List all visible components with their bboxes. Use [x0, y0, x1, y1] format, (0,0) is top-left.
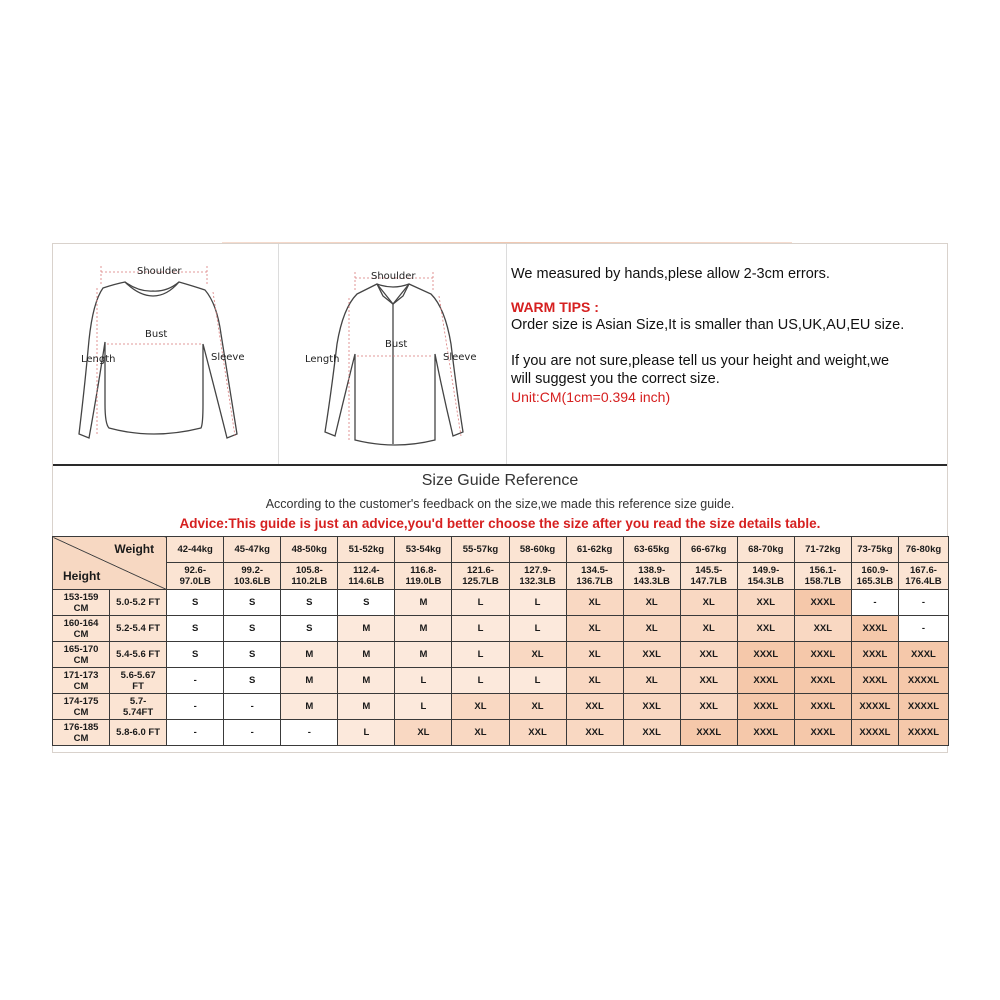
tshirt-bust-label: Bust — [145, 329, 168, 340]
weight-kg-cell: 66-67kg — [680, 537, 737, 563]
tshirt-length-label: Length — [81, 354, 116, 365]
size-cell: XXXL — [794, 720, 851, 746]
weight-lb-cell: 99.2- 103.6LB — [224, 563, 281, 590]
height-cm-cell: 174-175 CM — [53, 694, 110, 720]
size-cell: M — [338, 668, 395, 694]
weight-lb-cell: 134.5- 136.7LB — [566, 563, 623, 590]
size-cell: XXXL — [737, 668, 794, 694]
weight-kg-cell: 71-72kg — [794, 537, 851, 563]
size-cell: XXL — [623, 720, 680, 746]
weight-lb-cell: 105.8- 110.2LB — [281, 563, 338, 590]
tips-text — [511, 266, 947, 405]
shirt-bust-label: Bust — [385, 339, 408, 350]
size-cell: M — [338, 642, 395, 668]
tshirt-diagram — [53, 244, 279, 464]
size-cell: XXXL — [794, 590, 851, 616]
size-cell: XL — [680, 616, 737, 642]
height-cm-cell: 153-159 CM — [53, 590, 110, 616]
weight-kg-cell: 42-44kg — [167, 537, 224, 563]
suggest-note-line2: will suggest you the correct size. — [511, 371, 720, 387]
shirt-shoulder-label: Shoulder — [371, 271, 416, 282]
weight-kg-cell: 45-47kg — [224, 537, 281, 563]
size-cell: S — [167, 590, 224, 616]
table-row — [53, 590, 949, 616]
size-cell: L — [509, 590, 566, 616]
size-cell: XXL — [680, 668, 737, 694]
size-cell: S — [167, 642, 224, 668]
size-cell: XL — [623, 590, 680, 616]
size-cell: - — [167, 694, 224, 720]
size-guide-section — [53, 464, 947, 752]
table-row — [53, 642, 949, 668]
unit-note: Unit:CM(1cm=0.394 inch) — [511, 389, 671, 405]
size-cell: L — [452, 616, 509, 642]
size-cell: XL — [566, 590, 623, 616]
size-cell: L — [452, 642, 509, 668]
weight-kg-cell: 51-52kg — [338, 537, 395, 563]
height-ft-cell: 5.8-6.0 FT — [110, 720, 167, 746]
table-corner-cell — [53, 537, 167, 590]
weight-kg-cell: 58-60kg — [509, 537, 566, 563]
asian-size-note: Order size is Asian Size,It is smaller than US,UK,AU,EU size. — [511, 317, 905, 333]
suggest-note-line1: If you are not sure,please tell us your height and weight,we — [511, 353, 890, 369]
weight-lb-cell: 145.5- 147.7LB — [680, 563, 737, 590]
measure-note: We measured by hands,plese allow 2-3cm errors. — [511, 266, 830, 282]
size-cell: XL — [509, 642, 566, 668]
size-cell: S — [224, 616, 281, 642]
height-ft-cell: 5.0-5.2 FT — [110, 590, 167, 616]
size-cell: XXL — [623, 694, 680, 720]
size-cell: S — [281, 590, 338, 616]
size-cell: XXXL — [737, 642, 794, 668]
size-cell: XXXXL — [898, 668, 948, 694]
weight-kg-cell: 53-54kg — [395, 537, 452, 563]
tshirt-sleeve-label: Sleeve — [211, 352, 245, 363]
size-cell: M — [338, 616, 395, 642]
weight-kg-cell: 68-70kg — [737, 537, 794, 563]
size-cell: XXXL — [851, 642, 898, 668]
size-cell: XXL — [509, 720, 566, 746]
weight-lb-cell: 116.8- 119.0LB — [395, 563, 452, 590]
size-cell: S — [167, 616, 224, 642]
weight-lb-cell: 160.9- 165.3LB — [851, 563, 898, 590]
table-row — [53, 616, 949, 642]
size-cell: L — [395, 694, 452, 720]
size-cell: - — [224, 720, 281, 746]
size-cell: M — [338, 694, 395, 720]
weight-kg-cell: 63-65kg — [623, 537, 680, 563]
size-cell: - — [281, 720, 338, 746]
height-ft-cell: 5.4-5.6 FT — [110, 642, 167, 668]
size-cell: L — [452, 668, 509, 694]
weight-kg-cell: 48-50kg — [281, 537, 338, 563]
size-cell: XXXXL — [898, 720, 948, 746]
weight-axis-label: Weight — [114, 542, 155, 556]
weight-kg-cell: 61-62kg — [566, 537, 623, 563]
warm-tips-title: WARM TIPS : — [511, 299, 599, 315]
size-cell: XXXL — [851, 616, 898, 642]
size-cell: XXXXL — [851, 720, 898, 746]
size-cell: M — [395, 642, 452, 668]
weight-lb-cell: 92.6- 97.0LB — [167, 563, 224, 590]
height-cm-cell: 160-164 CM — [53, 616, 110, 642]
size-cell: XL — [566, 668, 623, 694]
weight-lb-cell: 138.9- 143.3LB — [623, 563, 680, 590]
height-ft-cell: 5.7- 5.74FT — [110, 694, 167, 720]
size-cell: S — [338, 590, 395, 616]
size-cell: XXXL — [737, 694, 794, 720]
size-chart-card — [52, 243, 948, 753]
size-cell: XXL — [566, 694, 623, 720]
height-ft-cell: 5.2-5.4 FT — [110, 616, 167, 642]
size-cell: S — [224, 590, 281, 616]
weight-lb-cell: 127.9- 132.3LB — [509, 563, 566, 590]
table-row — [53, 694, 949, 720]
height-cm-cell: 176-185 CM — [53, 720, 110, 746]
weight-lb-cell: 121.6- 125.7LB — [452, 563, 509, 590]
size-cell: XXL — [737, 590, 794, 616]
size-cell: - — [167, 668, 224, 694]
height-cm-cell: 171-173 CM — [53, 668, 110, 694]
table-row — [53, 720, 949, 746]
tshirt-shoulder-label: Shoulder — [137, 266, 182, 277]
size-cell: XXXL — [794, 642, 851, 668]
size-cell: XXL — [737, 616, 794, 642]
size-cell: M — [281, 668, 338, 694]
size-cell: XL — [623, 616, 680, 642]
size-cell: - — [898, 590, 948, 616]
size-cell: XL — [566, 616, 623, 642]
size-cell: XXL — [680, 642, 737, 668]
size-cell: XL — [680, 590, 737, 616]
size-cell: - — [224, 694, 281, 720]
size-cell: XXL — [623, 642, 680, 668]
size-cell: L — [509, 616, 566, 642]
size-cell: XXXXL — [898, 694, 948, 720]
weight-lb-row — [53, 563, 949, 590]
size-cell: XL — [452, 720, 509, 746]
weight-kg-cell: 73-75kg — [851, 537, 898, 563]
size-cell: - — [167, 720, 224, 746]
size-cell: L — [452, 590, 509, 616]
height-ft-cell: 5.6-5.67 FT — [110, 668, 167, 694]
size-cell: XL — [395, 720, 452, 746]
size-cell: S — [224, 642, 281, 668]
size-cell: XL — [566, 642, 623, 668]
shirt-diagram — [279, 244, 507, 464]
size-cell: L — [509, 668, 566, 694]
size-cell: L — [338, 720, 395, 746]
weight-lb-cell: 167.6- 176.4LB — [898, 563, 948, 590]
size-cell: XXXL — [898, 642, 948, 668]
size-cell: XXXL — [851, 668, 898, 694]
height-cm-cell: 165-170 CM — [53, 642, 110, 668]
size-cell: XL — [623, 668, 680, 694]
size-cell: L — [395, 668, 452, 694]
weight-lb-cell: 149.9- 154.3LB — [737, 563, 794, 590]
size-guide-title: Size Guide Reference — [421, 472, 579, 489]
size-cell: XL — [452, 694, 509, 720]
table-row — [53, 668, 949, 694]
size-cell: XXXL — [794, 668, 851, 694]
weight-lb-cell: 156.1- 158.7LB — [794, 563, 851, 590]
size-cell: M — [281, 642, 338, 668]
size-cell: S — [281, 616, 338, 642]
size-cell: XXL — [680, 694, 737, 720]
weight-lb-cell: 112.4- 114.6LB — [338, 563, 395, 590]
size-cell: S — [224, 668, 281, 694]
size-cell: XXL — [566, 720, 623, 746]
size-cell: - — [851, 590, 898, 616]
size-cell: XL — [509, 694, 566, 720]
measurement-section — [53, 244, 947, 464]
size-cell: M — [395, 590, 452, 616]
size-cell: XXXXL — [851, 694, 898, 720]
size-table — [52, 536, 949, 746]
size-cell: M — [281, 694, 338, 720]
height-axis-label: Height — [63, 569, 101, 583]
shirt-length-label: Length — [305, 354, 340, 365]
size-cell: XXXL — [680, 720, 737, 746]
size-cell: M — [395, 616, 452, 642]
weight-kg-cell: 55-57kg — [452, 537, 509, 563]
size-cell: - — [898, 616, 948, 642]
size-cell: XXXL — [794, 694, 851, 720]
weight-kg-row — [53, 537, 949, 563]
weight-kg-cell: 76-80kg — [898, 537, 948, 563]
size-guide-subtitle: According to the customer's feedback on the size,we made this reference size guide. — [265, 497, 735, 511]
size-cell: XXL — [794, 616, 851, 642]
size-guide-advice: Advice:This guide is just an advice,you'd better choose the size after you read the size details table. — [179, 516, 821, 531]
size-cell: XXXL — [737, 720, 794, 746]
shirt-sleeve-label: Sleeve — [443, 352, 477, 363]
